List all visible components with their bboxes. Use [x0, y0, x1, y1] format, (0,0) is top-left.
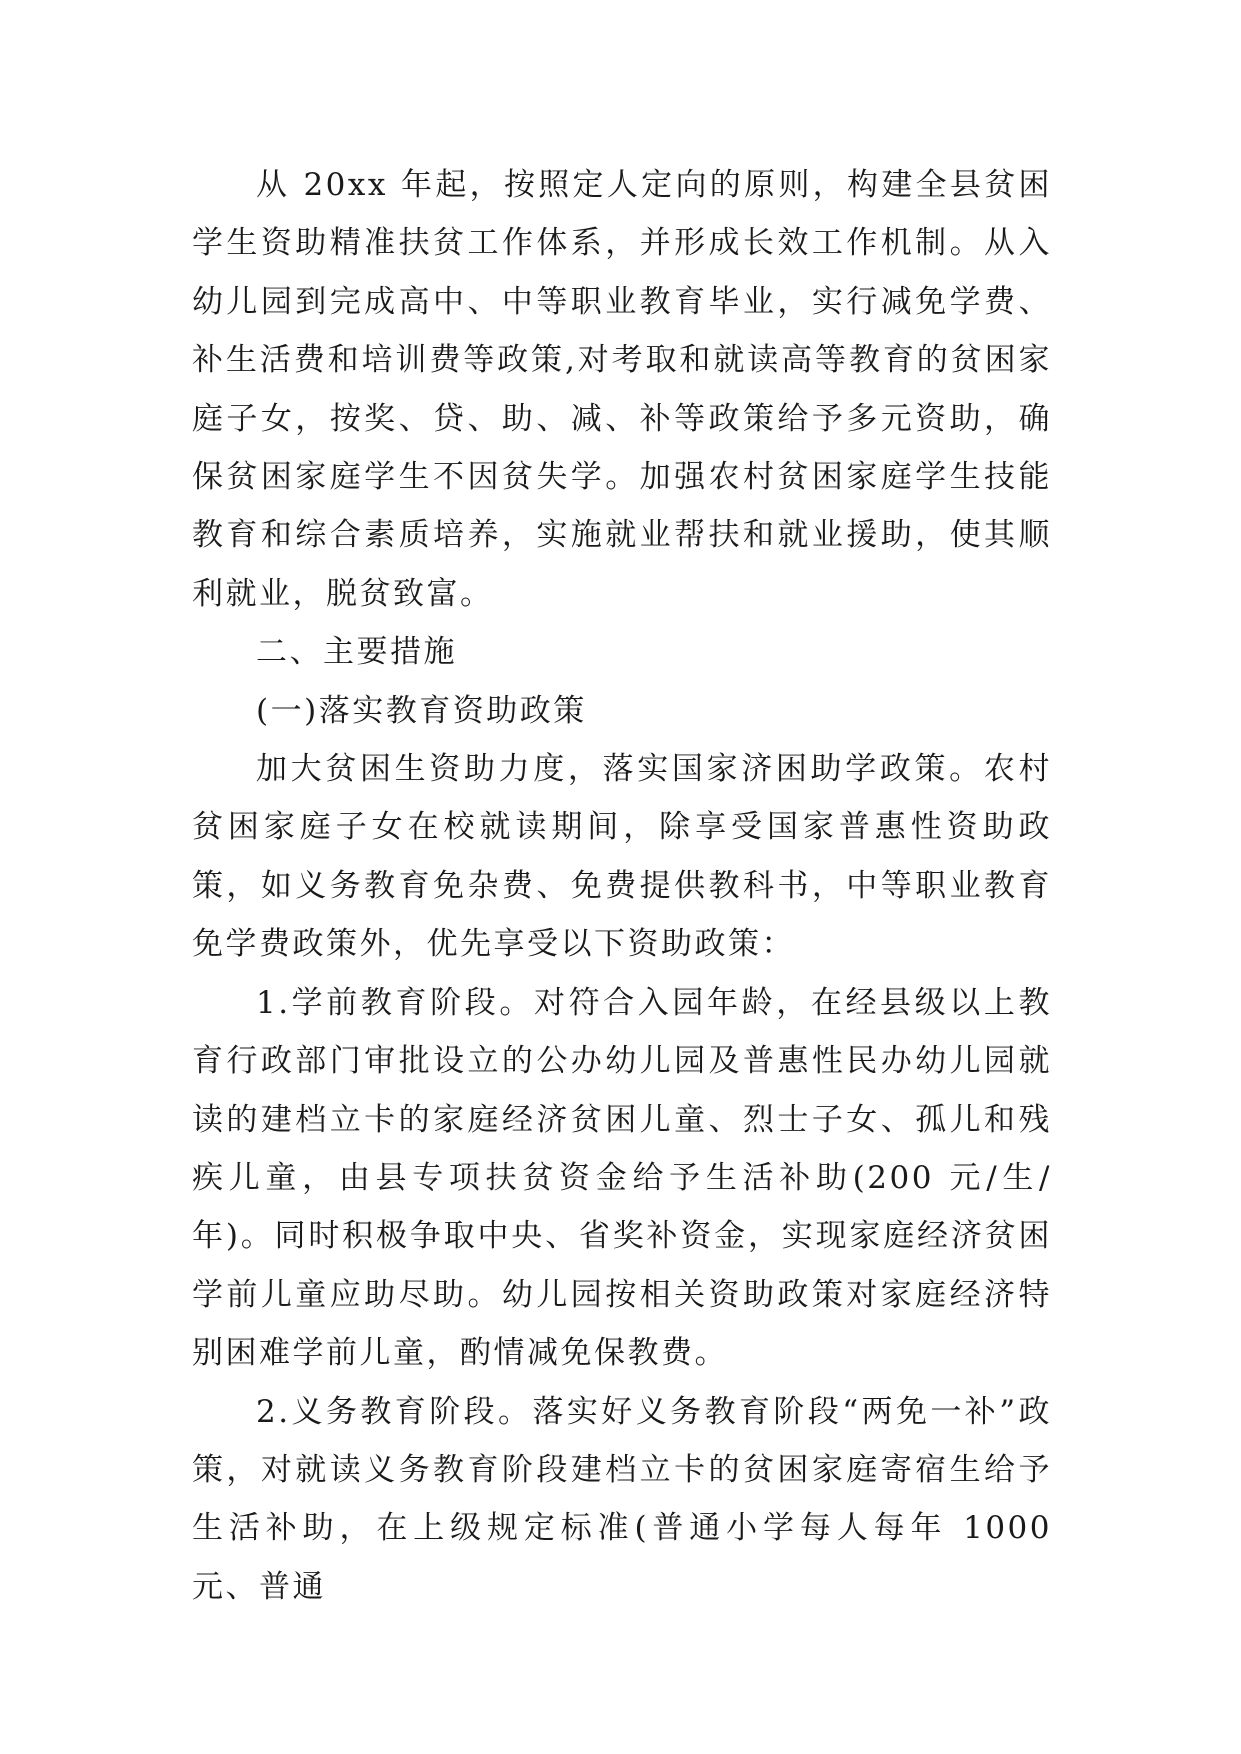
paragraph-compulsory-stage: 2.义务教育阶段。落实好义务教育阶段“两免一补”政策，对就读义务教育阶段建档立卡的贫困家庭寄宿生给予生活补助，在上级规定标准(普通小学每人每年 1000 元、普通 — [192, 1393, 1052, 1605]
paragraph-preschool-stage: 1.学前教育阶段。对符合入园年龄，在经县级以上教育行政部门审批设立的公办幼儿园及普惠性民办幼儿园就读的建档立卡的家庭经济贫困儿童、烈士子女、孤儿和残疾儿童，由县专项扶贫资金给予生活补助(200 元/生/年)。同时积极争取中央、省奖补资金，实现家庭经济贫困学前儿童应助尽助。幼儿园按相关资助政策对家庭经济特别困难学前儿童，酌情减免保教费。 — [192, 984, 1052, 1372]
document-body — [192, 156, 1052, 1616]
section-heading-main-measures: 二、主要措施 — [256, 634, 457, 671]
subsection-heading-education-aid: (一)落实教育资助政策 — [256, 692, 587, 729]
paragraph-goal: 从 20xx 年起，按照定人定向的原则，构建全县贫困学生资助精准扶贫工作体系，并形成长效工作机制。从入幼儿园到完成高中、中等职业教育毕业，实行减免学费、补生活费和培训费等政策,对考取和就读高等教育的贫困家庭子女，按奖、贷、助、减、补等政策给予多元资助，确保贫困家庭学生不因贫失学。加强农村贫困家庭学生技能教育和综合素质培养，实施就业帮扶和就业援助，使其顺利就业，脱贫致富。 — [192, 167, 1052, 612]
paragraph-aid-intensity: 加大贫困生资助力度，落实国家济困助学政策。农村贫困家庭子女在校就读期间，除享受国家普惠性资助政策，如义务教育免杂费、免费提供教科书，中等职业教育免学费政策外，优先享受以下资助政策： — [192, 751, 1052, 963]
